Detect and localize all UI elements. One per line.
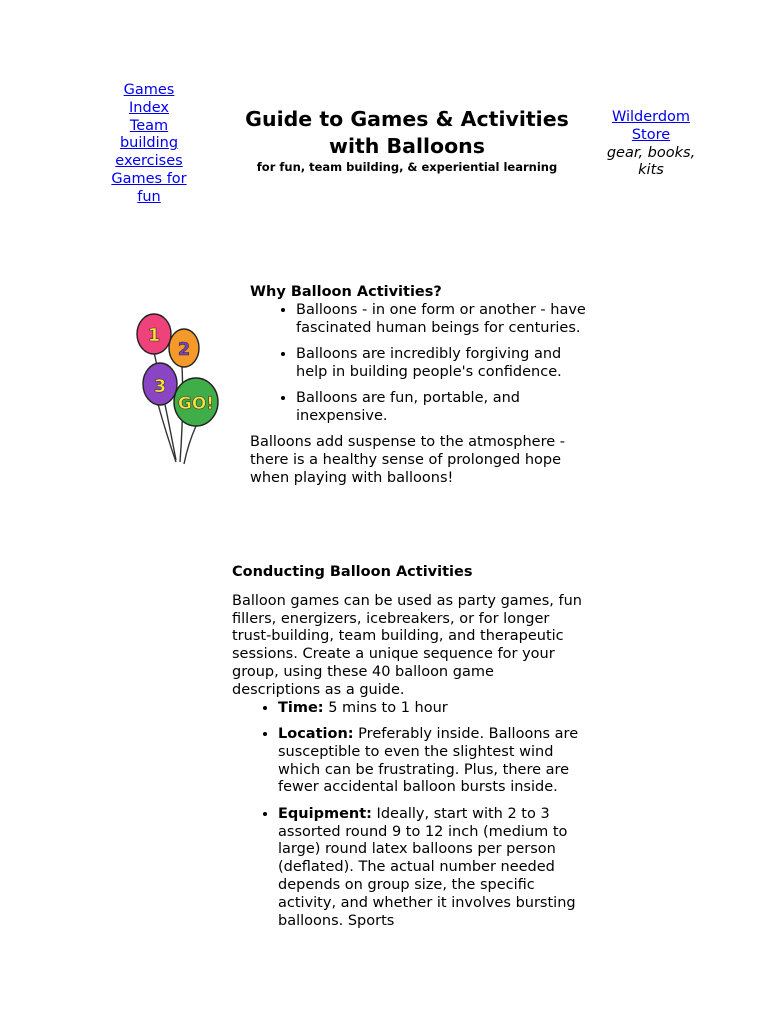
list-item: • Balloons are fun, portable, and inexpensive. (296, 390, 590, 426)
why-balloon-activities (250, 284, 590, 488)
balloon-2 (169, 329, 199, 367)
balloon-1 (137, 314, 171, 354)
balloon-go (174, 378, 218, 426)
games-for-fun-link[interactable]: Games for fun (111, 170, 187, 205)
item-text: 5 mins to 1 hour (323, 699, 448, 716)
team-building-exercises-link[interactable]: Team building exercises (115, 117, 183, 170)
svg-text:3: 3 (153, 376, 167, 397)
store-note: gear, books, kits (606, 144, 696, 179)
conducting-heading: Conducting Balloon Activities (232, 564, 473, 580)
svg-text:1: 1 (147, 325, 161, 346)
why-heading: Why Balloon Activities? (250, 284, 442, 300)
item-label: Time: (278, 699, 324, 716)
item-label: Location: (278, 725, 354, 742)
time-item (278, 700, 582, 718)
list-item: • Balloons - in one form or another - have fascinated human beings for centuries. (296, 302, 590, 338)
why-list (250, 302, 590, 426)
item-text: Preferably inside. Balloons are susceptible to even the slightest wind which can be frustrating. Plus, there are fewer accidental balloon bursts inside. (278, 725, 579, 796)
conducting-paragraph: Balloon games can be used as party games, fun fillers, energizers, icebreakers, or for longer trust-building, team building, and therapeutic sessions. Create a unique sequence for your group, using these 40 balloon game descriptions as a guide. (232, 592, 582, 698)
balloon-3 (143, 363, 177, 405)
conducting-list (232, 700, 582, 931)
svg-text:2: 2 (177, 339, 191, 360)
item-label: Equipment: (278, 805, 372, 822)
why-paragraph: Balloons add suspense to the atmosphere - there is a healthy sense of prolonged hope when playing with balloons! (250, 434, 565, 486)
page-header (232, 106, 582, 174)
location-item (278, 726, 582, 797)
conducting-balloon-activities (232, 564, 582, 939)
page-subtitle: for fun, team building, & experiential learning (256, 160, 558, 174)
page-title: Guide to Games & Activities with Balloons (245, 107, 569, 158)
wilderdom-store-link[interactable]: Wilderdom Store (611, 109, 691, 143)
svg-text:GO!: GO! (177, 394, 215, 414)
games-nav (104, 82, 194, 207)
games-index-link[interactable]: Games Index (123, 82, 175, 116)
list-item: • Balloons are incredibly forgiving and help in building people's confidence. (296, 346, 590, 382)
balloons-image (130, 308, 226, 468)
item-text: Ideally, start with 2 to 3 assorted round 9 to 12 inch (medium to large) round latex balloons per person (deflated). The actual number needed depends on group size, the specific activity, and whether it involves bursting balloons. Sports (278, 805, 576, 929)
equipment-item (278, 806, 582, 931)
store-nav (603, 109, 699, 180)
